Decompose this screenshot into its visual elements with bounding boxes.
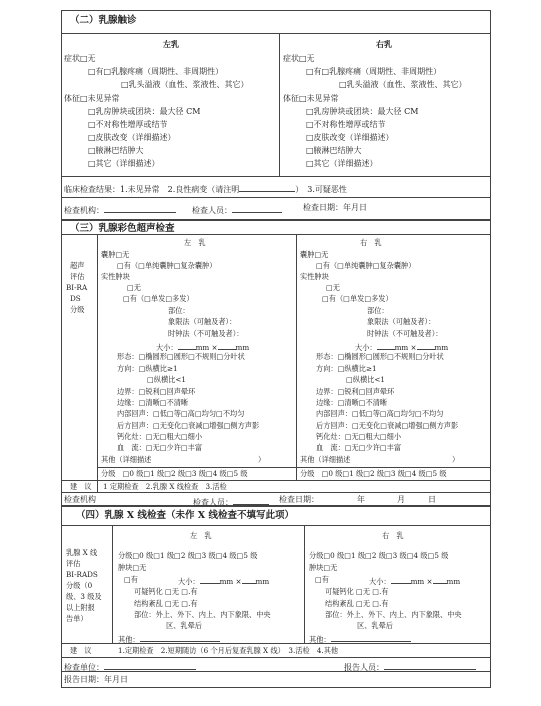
us-right-quadrant[interactable]: 象限法（可触及者）： — [367, 317, 436, 326]
mx-left-distort[interactable]: 结构紊乱 □无 □.有 — [134, 599, 198, 608]
us-exam-month: 月 — [397, 495, 405, 504]
us-left-border[interactable]: 边界：□锐利□回声晕环 — [117, 387, 196, 396]
us-right-clock[interactable]: 时钟法（不可触及者）： — [367, 329, 443, 338]
us-left-position: 部位： — [168, 306, 190, 315]
us-exam-day: 日 — [428, 495, 436, 504]
column-divider — [97, 235, 98, 492]
size-blank[interactable] — [178, 342, 196, 350]
mx-left-other[interactable] — [118, 634, 220, 643]
us-left-solid: 实性肿块 — [101, 272, 130, 281]
mx-right-heading: 右 乳 — [382, 531, 404, 540]
other-label: 其他： — [118, 635, 140, 644]
mx-right-mass-has[interactable]: □有 — [315, 575, 329, 584]
us-left-margin[interactable]: 边缘：□清晰□不清晰 — [117, 398, 189, 407]
mx-side-label-6: 以上附报 — [66, 603, 95, 612]
size-unit: mm — [219, 577, 234, 586]
size-blank[interactable] — [242, 576, 256, 584]
clinical-result[interactable] — [64, 183, 347, 194]
mx-report-date[interactable]: 报告日期：年月日 — [64, 675, 128, 684]
exam-org-label: 检查机构： — [64, 206, 104, 215]
palpation-exam-date[interactable]: 检查日期：年月日 — [303, 203, 367, 212]
us-right-echo[interactable]: 内部回声：□低□等□高□均匀□不均匀 — [316, 409, 444, 418]
left-other[interactable]: □其它（详细描述） — [88, 159, 160, 168]
right-skin-change[interactable]: □皮肤改变（详细描述） — [306, 133, 394, 142]
size-blank[interactable] — [417, 342, 435, 350]
size-unit: mm — [255, 577, 270, 586]
mx-right-grade[interactable]: 分级□0 级□1 级□2 级□3 级□4 级□5 级 — [309, 551, 449, 560]
column-divider — [296, 235, 297, 480]
left-lymph[interactable]: □腋淋巴结肿大 — [88, 146, 144, 155]
exam-org-blank[interactable] — [104, 204, 176, 213]
left-nipple-discharge[interactable]: □乳头溢液（血性、浆液性、其它） — [121, 80, 249, 89]
us-exam-org[interactable]: 检查机构 — [64, 495, 96, 504]
left-sign-normal[interactable]: 体征□未见异常 — [64, 94, 120, 103]
exam-unit-label: 检查单位： — [64, 663, 104, 672]
mx-left-heading: 左 乳 — [190, 531, 212, 540]
left-symptom-none[interactable]: 症状□无 — [64, 54, 96, 63]
mx-left-position[interactable]: 部位：外上、外下、内上、内下象限、中央 — [134, 610, 271, 619]
us-side-label-5: 分级 — [70, 305, 85, 314]
mx-left-size[interactable] — [178, 576, 269, 585]
us-exam-date[interactable]: 检查日期： — [279, 495, 319, 504]
divider — [61, 480, 491, 481]
size-times: × — [211, 343, 218, 352]
us-right-solid: 实性肿块 — [300, 272, 329, 281]
us-right-solid-none[interactable]: □无 — [326, 283, 340, 292]
mx-right-size[interactable] — [369, 576, 460, 585]
divider — [97, 467, 491, 468]
palpation-exam-person[interactable] — [192, 204, 282, 215]
right-lymph[interactable]: □腋淋巴结肿大 — [306, 146, 362, 155]
mx-advice-label: 建 议 — [70, 646, 92, 655]
divider — [61, 33, 491, 34]
benign-note-blank[interactable] — [239, 183, 295, 192]
clinical-result-tail: ） 3.可疑恶性 — [295, 185, 347, 194]
divider — [61, 234, 491, 235]
size-times: × — [235, 577, 242, 586]
us-exam-year: 年 — [357, 495, 365, 504]
size-blank[interactable] — [200, 576, 220, 584]
us-left-grade[interactable]: 分级 □0 级□1 级□2 级□3 级□4 级□5 级 — [101, 469, 248, 478]
column-divider — [304, 526, 305, 643]
clinical-result-text: 临床检查结果：1.未见异常 2.良性病变（请注明 — [64, 185, 240, 194]
us-left-solid-has[interactable]: □有（□单发□多发） — [123, 294, 194, 303]
size-unit: mm — [195, 343, 210, 352]
mx-right-mass[interactable]: 肿块□无 — [309, 563, 338, 572]
column-divider — [279, 34, 280, 176]
column-divider — [112, 526, 113, 643]
section-title-mammography: （四）乳腺 X 线检查（未作 X 线检查不填写此项） — [76, 510, 294, 521]
exam-person-label: 检查人员： — [193, 498, 233, 507]
exam-person-blank[interactable] — [232, 204, 282, 213]
exam-unit-blank[interactable] — [104, 661, 196, 670]
us-right-rear[interactable]: 后方回声：□无变化□衰减□增强□侧方声影 — [316, 421, 459, 430]
size-label: 大小： — [355, 343, 377, 352]
us-left-shape[interactable]: 形态：□椭圆形□圆形□不规则□分叶状 — [117, 352, 245, 361]
other-blank[interactable] — [331, 634, 411, 642]
mx-side-label-3: BI-RADS — [66, 570, 98, 579]
reporter-label: 报告人员： — [344, 663, 384, 672]
right-asymmetric[interactable]: □不对称性增厚或结节 — [306, 120, 386, 129]
us-right-margin[interactable]: 边缘：□清晰□不清晰 — [316, 398, 388, 407]
size-blank[interactable] — [377, 342, 395, 350]
exam-person-blank[interactable] — [233, 496, 269, 505]
us-right-direction[interactable]: 方向：□纵横比≥1 — [316, 364, 377, 373]
divider — [61, 197, 491, 198]
mx-left-calc[interactable]: 可疑钙化 □无 □.有 — [134, 587, 198, 596]
size-unit: mm — [410, 577, 425, 586]
us-left-direction[interactable]: 方向：□纵横比≥1 — [117, 364, 178, 373]
divider — [61, 525, 491, 526]
exam-person-label: 检查人员： — [192, 206, 232, 215]
left-mass[interactable]: □乳房肿块或团块：最大径 CM — [88, 107, 201, 116]
us-side-label-4: DS — [70, 294, 81, 303]
us-left-size[interactable] — [156, 342, 249, 351]
us-left-direction2[interactable]: □纵横比<1 — [147, 375, 186, 384]
us-left-solid-none[interactable]: □无 — [127, 283, 141, 292]
mx-right-position[interactable]: 部位：外上、外下、内上、内下象限、中央 — [325, 610, 462, 619]
mx-right-position2: 区、乳晕后 — [357, 621, 393, 630]
left-breast-pain[interactable]: □有□乳腺疼痛（周期性、非周期性） — [88, 67, 224, 76]
us-left-calc[interactable]: 钙化灶：□无□粗大□细小 — [117, 432, 203, 441]
mx-side-label-2: 评估 — [66, 559, 81, 568]
us-right-shape[interactable]: 形态：□椭圆形□圆形□不规则□分叶状 — [316, 352, 444, 361]
mx-right-other[interactable] — [309, 634, 411, 643]
us-left-heading: 左 乳 — [184, 238, 206, 247]
left-breast-heading: 左乳 — [163, 39, 179, 49]
us-right-border[interactable]: 边界：□锐利□回声晕环 — [316, 387, 395, 396]
size-unit: mm — [446, 577, 461, 586]
right-symptom-none[interactable]: 症状□无 — [283, 54, 315, 63]
size-blank[interactable] — [218, 342, 236, 350]
mx-reporter[interactable] — [344, 661, 476, 672]
us-right-flow[interactable]: 血 流：□无□少许□丰富 — [316, 443, 402, 452]
reporter-blank[interactable] — [384, 661, 476, 670]
right-nipple-discharge[interactable]: □乳头溢液（血性、浆液性、其它） — [339, 80, 467, 89]
us-right-grade[interactable]: 分级 □0 级□1 级□2 级□3 级□4 级□5 级 — [300, 469, 447, 478]
mx-right-distort[interactable]: 结构紊乱 □无 □.有 — [325, 599, 389, 608]
us-right-other-close: ） — [452, 455, 460, 464]
us-left-cyst-has[interactable]: □有（□单纯囊肿□复杂囊肿） — [117, 261, 217, 270]
size-unit: mm — [434, 343, 449, 352]
us-left-other-close: ） — [258, 455, 266, 464]
size-label: 大小： — [369, 577, 391, 586]
mx-left-grade[interactable]: 分级□0 级□1 级□2 级□3 级□4 级□5 级 — [118, 551, 258, 560]
us-side-label-1: 超声 — [70, 261, 85, 270]
size-times: × — [426, 577, 433, 586]
divider — [61, 492, 491, 493]
divider — [61, 657, 491, 658]
other-blank[interactable] — [140, 634, 220, 642]
mx-left-position2: 区、乳晕后 — [166, 621, 202, 630]
us-right-cyst-has[interactable]: □有（□单纯囊肿□复杂囊肿） — [316, 261, 416, 270]
us-left-echo[interactable]: 内部回声：□低□等□高□均匀□不均匀 — [117, 409, 245, 418]
us-left-flow[interactable]: 血 流：□无□少许□丰富 — [117, 443, 203, 452]
other-label: 其他： — [309, 635, 331, 644]
left-skin-change[interactable]: □皮肤改变（详细描述） — [88, 133, 176, 142]
size-label: 大小： — [178, 577, 200, 586]
mx-side-label-5: 级、3 级及 — [66, 592, 102, 601]
right-mass[interactable]: □乳房肿块或团块：最大径 CM — [306, 107, 419, 116]
us-left-quadrant[interactable]: 象限法（可触及者）： — [168, 317, 237, 326]
size-blank[interactable] — [433, 576, 447, 584]
us-right-position: 部位： — [367, 306, 389, 315]
mx-advice-options[interactable]: 1.定期检查 2.短期随访（6 个月后复查乳腺 X 线） 3.活检 4.其他 — [118, 646, 339, 655]
us-left-other[interactable]: 其他（详细描述 — [101, 455, 152, 464]
us-left-cyst[interactable]: 囊肿□无 — [101, 250, 130, 259]
mx-left-mass-has[interactable]: □有 — [124, 575, 138, 584]
us-left-rear[interactable]: 后方回声：□无变化□衰减□增强□侧方声影 — [117, 421, 260, 430]
right-breast-pain[interactable]: □有□乳腺疼痛（周期性、非周期性） — [306, 67, 442, 76]
size-unit: mm — [235, 343, 250, 352]
us-right-solid-has[interactable]: □有（□单发□多发） — [322, 294, 393, 303]
us-right-heading: 右 乳 — [360, 238, 382, 247]
size-label: 大小： — [156, 343, 178, 352]
mx-side-label-4: 分级（0 — [66, 581, 93, 590]
us-right-calc[interactable]: 钙化灶：□无□粗大□细小 — [316, 432, 402, 441]
mx-side-label-1: 乳腺 X 线 — [66, 548, 98, 557]
right-other[interactable]: □其它（详细描述） — [306, 159, 378, 168]
left-asymmetric[interactable]: □不对称性增厚或结节 — [88, 120, 168, 129]
mx-right-calc[interactable]: 可疑钙化 □无 □.有 — [325, 587, 389, 596]
mx-exam-unit[interactable] — [64, 661, 196, 672]
size-times: × — [410, 343, 417, 352]
size-blank[interactable] — [391, 576, 411, 584]
us-advice-options[interactable]: 1 定期检查 2.乳腺 X 线检查 3.活检 — [103, 482, 227, 491]
us-side-label-2: 评估 — [70, 272, 85, 281]
us-right-other[interactable]: 其他（详细描述 — [300, 455, 351, 464]
us-right-cyst[interactable]: 囊肿□无 — [300, 250, 329, 259]
right-breast-heading: 右乳 — [376, 39, 392, 49]
us-right-size[interactable] — [355, 342, 448, 351]
us-left-clock[interactable]: 时钟法（不可触及者）： — [168, 329, 244, 338]
size-unit: mm — [394, 343, 409, 352]
section-title-ultrasound: （三）乳腺彩色超声检查 — [70, 223, 175, 234]
section-title-palpation: （二）乳腺触诊 — [70, 15, 137, 26]
us-right-direction2[interactable]: □纵横比<1 — [346, 375, 385, 384]
divider — [61, 176, 491, 177]
us-side-label-3: BI-RA — [66, 283, 88, 292]
right-sign-normal[interactable]: 体征□未见异常 — [283, 94, 339, 103]
palpation-exam-org[interactable] — [64, 204, 176, 215]
mx-side-label-7: 告单） — [66, 614, 88, 623]
mx-left-mass[interactable]: 肿块□无 — [118, 563, 147, 572]
us-advice-label: 建 议 — [70, 482, 92, 491]
